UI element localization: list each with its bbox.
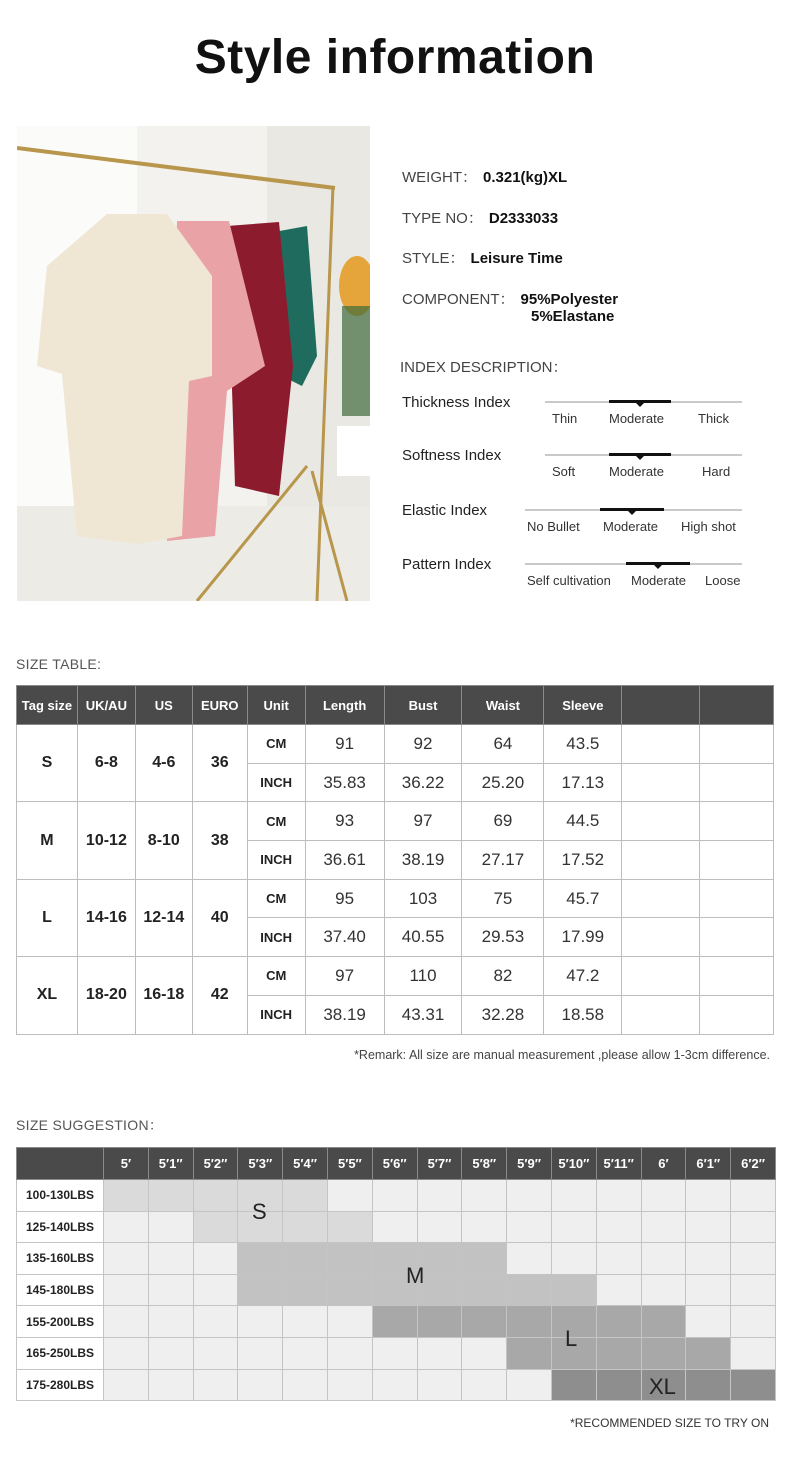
height-header: 5′ xyxy=(104,1148,149,1180)
size-row-cm xyxy=(17,802,774,841)
suggestion-cell xyxy=(238,1274,283,1306)
suggestion-cell xyxy=(104,1337,149,1369)
unit-cell: CM xyxy=(247,879,305,918)
empty-cell xyxy=(700,841,774,880)
suggestion-cell xyxy=(148,1369,193,1401)
measure-cell: 43.5 xyxy=(544,725,622,764)
tag-size-cell: M xyxy=(17,802,78,879)
measure-cell: 97 xyxy=(305,957,384,996)
empty-cell xyxy=(622,995,700,1034)
suggestion-cell xyxy=(283,1243,328,1275)
index-option: Moderate xyxy=(603,519,658,534)
suggestion-cell xyxy=(596,1211,641,1243)
suggestion-cell xyxy=(372,1369,417,1401)
height-header: 6′1″ xyxy=(686,1148,731,1180)
index-option: Thick xyxy=(698,411,730,426)
suggestion-cell xyxy=(507,1211,552,1243)
type-label: TYPE NO： xyxy=(402,210,483,227)
measure-cell: 95 xyxy=(305,879,384,918)
us-cell: 16-18 xyxy=(135,957,192,1034)
size-row-cm xyxy=(17,957,774,996)
weight-row xyxy=(17,1180,776,1212)
type-line xyxy=(402,207,558,228)
measure-cell: 38.19 xyxy=(305,995,384,1034)
suggestion-cell xyxy=(686,1274,731,1306)
height-header: 5′4″ xyxy=(283,1148,328,1180)
index-option: Loose xyxy=(705,573,741,588)
suggestion-cell xyxy=(327,1306,372,1338)
suggestion-cell xyxy=(731,1274,776,1306)
size-table xyxy=(16,685,774,1035)
suggestion-cell xyxy=(327,1211,372,1243)
index-option: Soft xyxy=(552,464,576,479)
us-cell: 4-6 xyxy=(135,725,192,802)
col-empty-2 xyxy=(700,686,774,725)
index-option: Moderate xyxy=(609,411,664,426)
unit-cell: INCH xyxy=(247,763,305,802)
size-table-header-row xyxy=(17,686,774,725)
empty-cell xyxy=(700,918,774,957)
index-option: Moderate xyxy=(631,573,686,588)
suggestion-cell xyxy=(686,1211,731,1243)
height-header: 6′ xyxy=(641,1148,686,1180)
height-header: 5′11″ xyxy=(596,1148,641,1180)
col-waist: Waist xyxy=(462,686,544,725)
suggestion-cell xyxy=(686,1243,731,1275)
height-header: 5′10″ xyxy=(551,1148,596,1180)
weight-row xyxy=(17,1306,776,1338)
us-cell: 12-14 xyxy=(135,879,192,956)
suggestion-cell xyxy=(372,1306,417,1338)
suggestion-cell xyxy=(596,1337,641,1369)
suggestion-cell xyxy=(551,1369,596,1401)
unit-cell: CM xyxy=(247,725,305,764)
suggestion-cell xyxy=(417,1180,462,1212)
suggestion-cell xyxy=(327,1180,372,1212)
weight-row xyxy=(17,1337,776,1369)
suggestion-cell xyxy=(417,1211,462,1243)
col-empty-1 xyxy=(622,686,700,725)
measure-cell: 29.53 xyxy=(462,918,544,957)
zone-label-xl: XL xyxy=(649,1374,676,1399)
suggestion-cell xyxy=(596,1369,641,1401)
col-euro: EURO xyxy=(192,686,247,725)
suggestion-cell xyxy=(372,1211,417,1243)
suggestion-cell xyxy=(596,1306,641,1338)
suggestion-cell xyxy=(193,1337,238,1369)
index-name: Softness Index xyxy=(402,447,502,464)
weight-line xyxy=(402,166,567,187)
suggestion-cell xyxy=(193,1274,238,1306)
size-row-cm xyxy=(17,725,774,764)
suggestion-cell xyxy=(462,1369,507,1401)
height-header: 5′1″ xyxy=(148,1148,193,1180)
suggestion-cell xyxy=(596,1243,641,1275)
measure-cell: 44.5 xyxy=(544,802,622,841)
size-remark: *Remark: All size are manual measurement ,please allow 1-3cm difference. xyxy=(354,1048,770,1062)
suggestion-cell xyxy=(596,1180,641,1212)
height-header: 5′9″ xyxy=(507,1148,552,1180)
height-header: 5′5″ xyxy=(327,1148,372,1180)
index-notch-icon xyxy=(654,565,662,569)
zone-label-l: L xyxy=(565,1326,578,1351)
empty-cell xyxy=(700,957,774,996)
uk-au-cell: 14-16 xyxy=(77,879,135,956)
empty-cell xyxy=(622,841,700,880)
measure-cell: 17.99 xyxy=(544,918,622,957)
measure-cell: 64 xyxy=(462,725,544,764)
suggestion-cell xyxy=(238,1243,283,1275)
empty-cell xyxy=(622,918,700,957)
suggestion-header-row xyxy=(17,1148,776,1180)
index-notch-icon xyxy=(628,511,636,515)
measure-cell: 43.31 xyxy=(384,995,462,1034)
suggestion-cell xyxy=(507,1274,552,1306)
unit-cell: INCH xyxy=(247,995,305,1034)
weight-label: 145-180LBS xyxy=(17,1274,104,1306)
suggestion-cell xyxy=(193,1306,238,1338)
suggestion-cell xyxy=(148,1306,193,1338)
suggestion-cell xyxy=(596,1274,641,1306)
measure-cell: 35.83 xyxy=(305,763,384,802)
measure-cell: 27.17 xyxy=(462,841,544,880)
euro-cell: 40 xyxy=(192,879,247,956)
suggestion-cell xyxy=(238,1337,283,1369)
measure-cell: 47.2 xyxy=(544,957,622,996)
height-header: 5′7″ xyxy=(417,1148,462,1180)
weight-label: WEIGHT： xyxy=(402,169,477,186)
weight-label: 100-130LBS xyxy=(17,1180,104,1212)
measure-cell: 69 xyxy=(462,802,544,841)
weight-value: 0.321(kg)XL xyxy=(483,169,568,186)
suggestion-cell xyxy=(283,1211,328,1243)
suggestion-cell xyxy=(641,1306,686,1338)
height-header: 6′2″ xyxy=(731,1148,776,1180)
col-uk-au: UK/AU xyxy=(77,686,135,725)
measure-cell: 93 xyxy=(305,802,384,841)
uk-au-cell: 6-8 xyxy=(77,725,135,802)
empty-cell xyxy=(622,802,700,841)
empty-cell xyxy=(700,879,774,918)
suggestion-cell xyxy=(327,1337,372,1369)
style-label: STYLE： xyxy=(402,250,465,267)
col-length: Length xyxy=(305,686,384,725)
height-header: 5′8″ xyxy=(462,1148,507,1180)
tag-size-cell: L xyxy=(17,879,78,956)
index-notch-icon xyxy=(636,456,644,460)
empty-cell xyxy=(700,802,774,841)
suggestion-cell xyxy=(238,1369,283,1401)
empty-cell xyxy=(622,725,700,764)
weight-label: 175-280LBS xyxy=(17,1369,104,1401)
us-cell: 8-10 xyxy=(135,802,192,879)
type-value: D2333033 xyxy=(488,210,559,227)
suggestion-cell xyxy=(551,1180,596,1212)
suggestion-cell xyxy=(104,1274,149,1306)
weight-label: 155-200LBS xyxy=(17,1306,104,1338)
measure-cell: 92 xyxy=(384,725,462,764)
size-suggestion-table xyxy=(16,1147,776,1401)
measure-cell: 40.55 xyxy=(384,918,462,957)
suggestion-cell xyxy=(462,1306,507,1338)
height-header: 5′3″ xyxy=(238,1148,283,1180)
suggestion-cell xyxy=(551,1211,596,1243)
suggestion-cell xyxy=(731,1180,776,1212)
style-line xyxy=(402,247,563,268)
weight-row xyxy=(17,1243,776,1275)
empty-cell xyxy=(700,763,774,802)
size-row-cm xyxy=(17,879,774,918)
measure-cell: 75 xyxy=(462,879,544,918)
page-title: Style information xyxy=(194,31,596,84)
suggestion-cell xyxy=(417,1369,462,1401)
suggestion-cell xyxy=(462,1337,507,1369)
suggestion-cell xyxy=(462,1211,507,1243)
suggestion-cell xyxy=(686,1306,731,1338)
measure-cell: 36.22 xyxy=(384,763,462,802)
suggestion-cell xyxy=(462,1243,507,1275)
suggestion-cell xyxy=(148,1337,193,1369)
size-table-heading: SIZE TABLE: xyxy=(16,656,102,672)
suggestion-cell xyxy=(283,1274,328,1306)
weight-label: 125-140LBS xyxy=(17,1211,104,1243)
measure-cell: 36.61 xyxy=(305,841,384,880)
suggestion-cell xyxy=(283,1306,328,1338)
suggestion-cell xyxy=(104,1369,149,1401)
measure-cell: 17.52 xyxy=(544,841,622,880)
uk-au-cell: 18-20 xyxy=(77,957,135,1034)
index-option: Moderate xyxy=(609,464,664,479)
component-value-1: 95%Polyester xyxy=(520,291,619,308)
index-option: No Bullet xyxy=(527,519,580,534)
suggestion-cell xyxy=(731,1369,776,1401)
suggestion-cell xyxy=(148,1243,193,1275)
measure-cell: 45.7 xyxy=(544,879,622,918)
suggestion-cell xyxy=(507,1243,552,1275)
suggestion-corner xyxy=(17,1148,104,1180)
measure-cell: 97 xyxy=(384,802,462,841)
suggestion-cell xyxy=(193,1243,238,1275)
component-value-2: 5%Elastane xyxy=(531,308,615,325)
weight-label: 165-250LBS xyxy=(17,1337,104,1369)
suggestion-cell xyxy=(104,1180,149,1212)
suggestion-cell xyxy=(193,1369,238,1401)
suggestion-cell xyxy=(148,1211,193,1243)
measure-cell: 25.20 xyxy=(462,763,544,802)
unit-cell: INCH xyxy=(247,841,305,880)
suggestion-cell xyxy=(148,1180,193,1212)
suggestion-cell xyxy=(507,1369,552,1401)
suggestion-cell xyxy=(417,1306,462,1338)
suggestion-cell xyxy=(104,1211,149,1243)
index-heading: INDEX DESCRIPTION： xyxy=(400,359,568,376)
zone-label-m: M xyxy=(406,1263,425,1288)
tag-size-cell: S xyxy=(17,725,78,802)
index-notch-icon xyxy=(636,403,644,407)
index-name: Thickness Index xyxy=(402,394,511,411)
suggestion-cell xyxy=(327,1274,372,1306)
component-label: COMPONENT： xyxy=(402,291,515,308)
measure-cell: 37.40 xyxy=(305,918,384,957)
size-suggestion-heading: SIZE SUGGESTION： xyxy=(16,1117,164,1133)
suggestion-cell xyxy=(731,1337,776,1369)
index-option: Hard xyxy=(702,464,731,479)
product-photo xyxy=(17,126,370,601)
weight-label: 135-160LBS xyxy=(17,1243,104,1275)
height-header: 5′2″ xyxy=(193,1148,238,1180)
suggestion-cell xyxy=(372,1180,417,1212)
suggestion-cell xyxy=(462,1180,507,1212)
col-sleeve: Sleeve xyxy=(544,686,622,725)
suggestion-cell xyxy=(686,1369,731,1401)
suggestion-cell xyxy=(238,1306,283,1338)
suggestion-cell xyxy=(641,1180,686,1212)
uk-au-cell: 10-12 xyxy=(77,802,135,879)
col-unit: Unit xyxy=(247,686,305,725)
suggestion-cell xyxy=(193,1180,238,1212)
empty-cell xyxy=(622,879,700,918)
col-bust: Bust xyxy=(384,686,462,725)
euro-cell: 42 xyxy=(192,957,247,1034)
height-header: 5′6″ xyxy=(372,1148,417,1180)
suggestion-cell xyxy=(551,1243,596,1275)
suggestion-cell xyxy=(327,1369,372,1401)
suggestion-cell xyxy=(641,1211,686,1243)
suggestion-cell xyxy=(731,1243,776,1275)
suggestion-cell xyxy=(462,1274,507,1306)
empty-cell xyxy=(700,995,774,1034)
suggestion-cell xyxy=(507,1180,552,1212)
suggestion-cell xyxy=(283,1337,328,1369)
measure-cell: 82 xyxy=(462,957,544,996)
suggestion-cell xyxy=(327,1243,372,1275)
suggestion-cell xyxy=(104,1306,149,1338)
index-option: High shot xyxy=(681,519,736,534)
suggestion-cell xyxy=(507,1306,552,1338)
measure-cell: 38.19 xyxy=(384,841,462,880)
col-us: US xyxy=(135,686,192,725)
unit-cell: CM xyxy=(247,957,305,996)
suggestion-cell xyxy=(641,1274,686,1306)
euro-cell: 38 xyxy=(192,802,247,879)
component-line xyxy=(402,288,618,309)
index-option: Thin xyxy=(552,411,578,426)
measure-cell: 103 xyxy=(384,879,462,918)
suggestion-cell xyxy=(372,1337,417,1369)
zone-label-s: S xyxy=(252,1199,267,1224)
suggestion-cell xyxy=(551,1274,596,1306)
style-value: Leisure Time xyxy=(470,250,563,267)
suggestion-cell xyxy=(417,1337,462,1369)
measure-cell: 17.13 xyxy=(544,763,622,802)
suggestion-cell xyxy=(731,1306,776,1338)
suggestion-cell xyxy=(641,1243,686,1275)
unit-cell: INCH xyxy=(247,918,305,957)
suggestion-cell xyxy=(283,1369,328,1401)
measure-cell: 110 xyxy=(384,957,462,996)
measure-cell: 18.58 xyxy=(544,995,622,1034)
suggestion-cell xyxy=(686,1337,731,1369)
index-name: Elastic Index xyxy=(402,502,488,519)
suggestion-cell xyxy=(193,1211,238,1243)
tag-size-cell: XL xyxy=(17,957,78,1034)
suggestion-cell xyxy=(283,1180,328,1212)
unit-cell: CM xyxy=(247,802,305,841)
empty-cell xyxy=(622,763,700,802)
suggestion-cell xyxy=(507,1337,552,1369)
col-tag-size: Tag size xyxy=(17,686,78,725)
suggestion-cell xyxy=(731,1211,776,1243)
empty-cell xyxy=(622,957,700,996)
weight-row xyxy=(17,1274,776,1306)
suggestion-cell xyxy=(686,1180,731,1212)
measure-cell: 91 xyxy=(305,725,384,764)
weight-row xyxy=(17,1211,776,1243)
empty-cell xyxy=(700,725,774,764)
suggestion-cell xyxy=(104,1243,149,1275)
suggestion-cell xyxy=(148,1274,193,1306)
recommend-note: *RECOMMENDED SIZE TO TRY ON xyxy=(570,1416,769,1430)
index-option: Self cultivation xyxy=(527,573,611,588)
measure-cell: 32.28 xyxy=(462,995,544,1034)
suggestion-cell xyxy=(641,1337,686,1369)
index-name: Pattern Index xyxy=(402,556,492,573)
euro-cell: 36 xyxy=(192,725,247,802)
